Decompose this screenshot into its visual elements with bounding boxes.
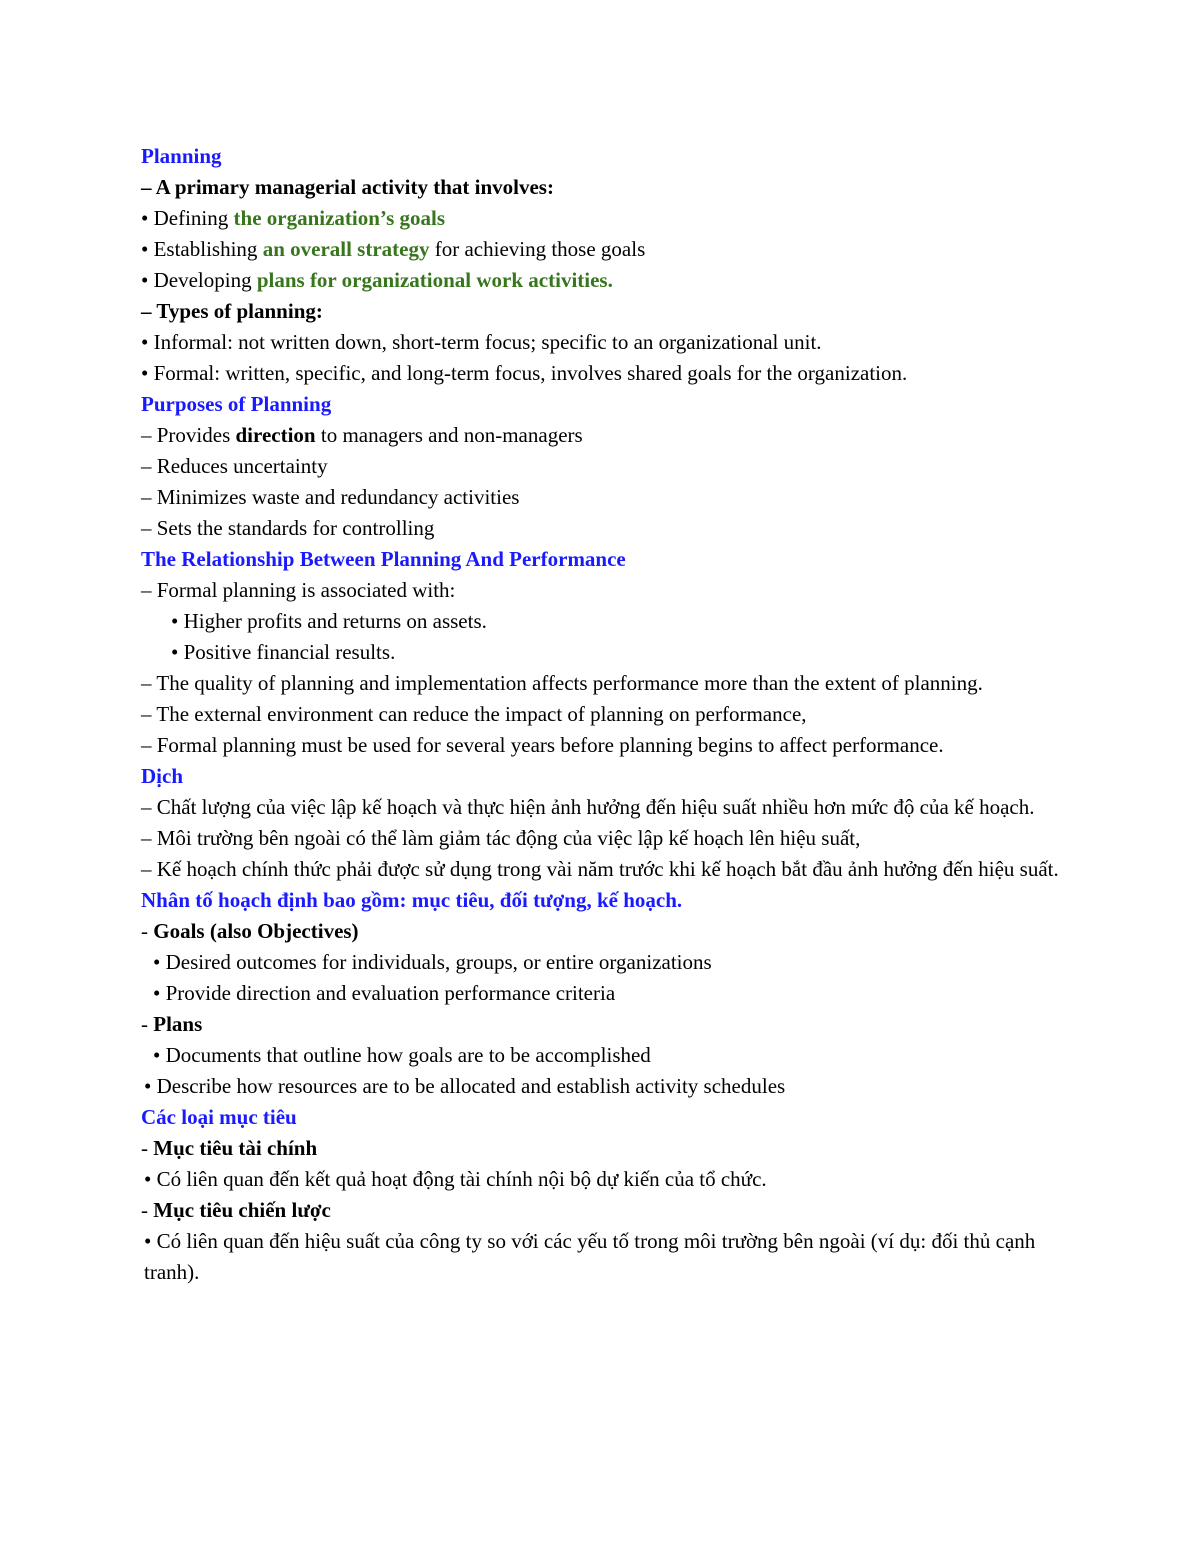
heading-elements: Nhân tố hoạch định bao gồm: mục tiêu, đối tượng, kế hoạch.	[141, 888, 683, 912]
highlight-text: an overall strategy	[262, 237, 430, 261]
purpose-direction	[141, 420, 1061, 451]
purpose-waste: – Minimizes waste and redundancy activities	[141, 485, 520, 509]
translation-years: – Kế hoạch chính thức phải được sử dụng trong vài năm trước khi kế hoạch bắt đầu ảnh hưởng đến hiệu suất.	[141, 857, 1059, 881]
financial-goals-label	[141, 1133, 1061, 1164]
relationship-environment: – The external environment can reduce the impact of planning on performance,	[141, 702, 807, 726]
planning-definition: – A primary managerial activity that involves:	[141, 175, 554, 199]
informal-planning: • Informal: not written down, short-term focus; specific to an organizational unit.	[141, 330, 822, 354]
translation-quality: – Chất lượng của việc lập kế hoạch và thực hiện ảnh hưởng đến hiệu suất nhiều hơn mức độ của kế hoạch.	[141, 795, 1035, 819]
bullet-text: for achieving those goals	[429, 237, 646, 261]
bullet-text: • Developing	[141, 268, 257, 292]
heading-goal-types: Các loại mục tiêu	[141, 1105, 297, 1129]
bullet-text: • Establishing	[141, 237, 263, 261]
relationship-years: – Formal planning must be used for several years before planning begins to affect performance.	[141, 733, 944, 757]
purpose-uncertainty: – Reduces uncertainty	[141, 454, 328, 478]
financial-goals-desc: • Có liên quan đến kết quả hoạt động tài chính nội bộ dự kiến của tổ chức.	[144, 1167, 767, 1191]
purpose-text: to managers and non-managers	[315, 423, 583, 447]
relationship-quality: – The quality of planning and implementation affects performance more than the extent of planning.	[141, 671, 983, 695]
planning-bullet-strategy	[141, 234, 1061, 265]
plans-label	[141, 1009, 1061, 1040]
relationship-profits: • Higher profits and returns on assets.	[171, 609, 487, 633]
dash: -	[141, 919, 154, 943]
dash: -	[141, 1136, 154, 1160]
translation-environment: – Môi trường bên ngoài có thể làm giảm tác động của việc lập kế hoạch lên hiệu suất,	[141, 826, 861, 850]
heading-planning: Planning	[141, 144, 222, 168]
strategic-goals-label	[141, 1195, 1061, 1226]
purpose-standards: – Sets the standards for controlling	[141, 516, 435, 540]
bullet-text: • Defining	[141, 206, 234, 230]
heading-relationship: The Relationship Between Planning And Performance	[141, 547, 626, 571]
planning-bullet-plans	[141, 265, 1061, 296]
relationship-results: • Positive financial results.	[171, 640, 396, 664]
goals-title: Goals (also Objectives)	[153, 919, 359, 943]
dash: -	[141, 1012, 154, 1036]
heading-translation: Dịch	[141, 764, 183, 788]
goals-outcomes: • Desired outcomes for individuals, groups, or entire organizations	[153, 950, 712, 974]
plans-documents: • Documents that outline how goals are to be accomplished	[153, 1043, 651, 1067]
purpose-text: – Provides	[141, 423, 236, 447]
highlight-text: plans for organizational work activities.	[256, 268, 613, 292]
dash: -	[141, 1198, 154, 1222]
formal-planning: • Formal: written, specific, and long-term focus, involves shared goals for the organization.	[141, 361, 908, 385]
types-of-planning: – Types of planning:	[141, 299, 323, 323]
goals-direction: • Provide direction and evaluation performance criteria	[153, 981, 616, 1005]
strategic-goals-title: Mục tiêu chiến lược	[153, 1198, 331, 1222]
relationship-formal: – Formal planning is associated with:	[141, 578, 456, 602]
document-page	[141, 141, 1061, 1288]
plans-resources: • Describe how resources are to be allocated and establish activity schedules	[144, 1074, 786, 1098]
planning-bullet-goals	[141, 203, 1061, 234]
highlight-text: the organization’s goals	[233, 206, 446, 230]
purpose-emphasis: direction	[235, 423, 316, 447]
goals-label	[141, 916, 1061, 947]
strategic-goals-desc: • Có liên quan đến hiệu suất của công ty so với các yếu tố trong môi trường bên ngoài (ví dụ: đối thủ cạnh tranh).	[144, 1229, 1036, 1284]
financial-goals-title: Mục tiêu tài chính	[153, 1136, 318, 1160]
heading-purposes: Purposes of Planning	[141, 392, 332, 416]
plans-title: Plans	[153, 1012, 203, 1036]
